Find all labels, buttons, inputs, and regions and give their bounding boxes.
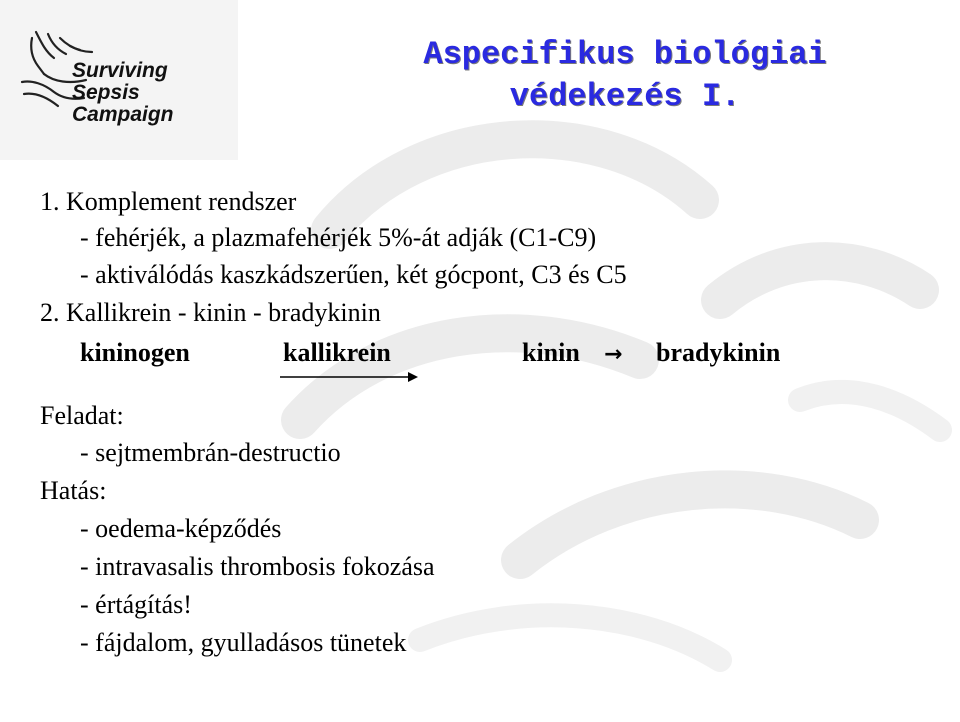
bullet-proteins: - fehérjék, a plazmafehérjék 5%-át adják (C1-C9) (80, 223, 597, 252)
bullet-oedema: - oedema-képződés (80, 514, 282, 543)
heading-complement: 1. Komplement rendszer (40, 187, 297, 216)
cascade-kallikrein: kallikrein (283, 338, 391, 367)
title-line-2: védekezés I. (509, 78, 741, 115)
bullet-vasodilation: - értágítás! (80, 590, 192, 619)
cascade-kininogen: kininogen (80, 338, 190, 367)
cascade-arrow-icon: → (604, 342, 623, 367)
heading-kallikrein: 2. Kallikrein - kinin - bradykinin (40, 298, 381, 327)
bullet-membrane-destruction: - sejtmembrán-destructio (80, 438, 341, 467)
logo-line-2: Sepsis (72, 81, 140, 104)
bullet-pain-inflammation: - fájdalom, gyulladásos tünetek (80, 628, 407, 657)
heading-feladat: Feladat: (40, 401, 124, 430)
logo-line-3: Campaign (72, 103, 174, 126)
cascade-underline-arrow-icon (280, 370, 420, 384)
bullet-thrombosis: - intravasalis thrombosis fokozása (80, 552, 435, 581)
logo-line-1: Surviving (72, 59, 168, 82)
title-line-1: Aspecifikus biológiai (423, 36, 827, 73)
cascade-bradykinin: bradykinin (656, 338, 781, 367)
bullet-activation: - aktiválódás kaszkádszerűen, két gócpont, C3 és C5 (80, 260, 627, 289)
cascade-kinin: kinin (522, 338, 580, 367)
heading-hatas: Hatás: (40, 476, 107, 505)
